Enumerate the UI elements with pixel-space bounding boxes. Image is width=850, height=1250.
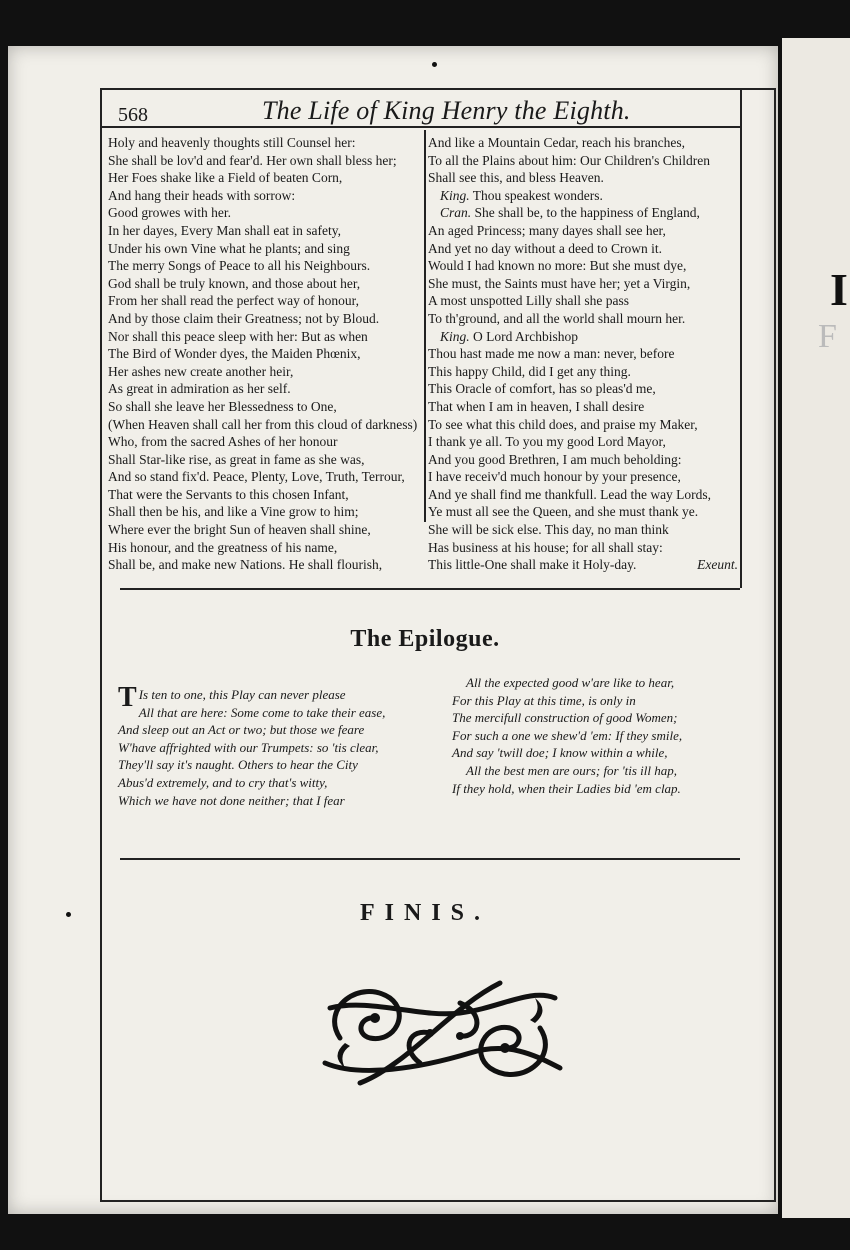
verse-text: To all the Plains about him: Our Children's Children xyxy=(428,152,710,168)
epilogue-title: The Epilogue. xyxy=(350,626,500,652)
verse-text: Shall see this, and bless Heaven. xyxy=(428,170,604,186)
verse-line: From her shall read the perfect way of honour, xyxy=(108,293,359,309)
verse-line xyxy=(428,539,738,557)
epilogue-line: And say 'twill doe; I know within a while, xyxy=(452,745,668,761)
play-text-left-column xyxy=(108,134,420,574)
facing-page-initial: I xyxy=(830,264,848,315)
speaker-name: King. xyxy=(440,328,470,344)
epilogue-left-column xyxy=(118,682,438,809)
verse-text: To th'ground, and all the world shall mourn her. xyxy=(428,310,686,326)
finis-heading: FINIS. xyxy=(359,900,491,926)
verse-text: An aged Princess; many dayes shall see her, xyxy=(428,222,666,238)
verse-line: Good growes with her. xyxy=(108,205,231,221)
verse-line: Shall Star-like rise, as great in fame as she was, xyxy=(108,451,365,467)
flourish-ornament xyxy=(300,968,580,1098)
epilogue-line: The mercifull construction of good Women; xyxy=(452,710,678,726)
page-speck xyxy=(66,912,71,917)
verse-text: She will be sick else. This day, no man think xyxy=(428,522,669,538)
page-speck xyxy=(432,62,437,67)
frame-right-rule xyxy=(740,88,742,588)
verse-line: And hang their heads with sorrow: xyxy=(108,187,296,203)
verse-line: That were the Servants to this chosen Infant, xyxy=(108,486,349,502)
verse-line: And so stand fix'd. Peace, Plenty, Love, Truth, Terrour, xyxy=(108,469,405,485)
column-divider xyxy=(424,130,426,522)
verse-line: So shall she leave her Blessedness to One, xyxy=(108,398,337,414)
verse-line: As great in admiration as her self. xyxy=(108,381,291,397)
running-title: The Life of King Henry the Eighth. xyxy=(262,96,631,125)
verse-line: Where ever the bright Sun of heaven shall shine, xyxy=(108,522,371,538)
verse-line: Shall then be his, and like a Vine grow to him; xyxy=(108,504,359,520)
verse-text: To see what this child does, and praise my Maker, xyxy=(428,416,698,432)
verse-line: (When Heaven shall call her from this cloud of darkness) xyxy=(108,416,418,432)
verse-line xyxy=(428,134,738,152)
verse-line xyxy=(428,152,738,170)
verse-text: This little-One shall make it Holy-day. xyxy=(428,557,637,573)
verse-text: She shall be, to the happiness of England, xyxy=(474,205,700,221)
verse-line xyxy=(428,521,738,539)
epilogue-line: All that are here: Some come to take their ease, xyxy=(138,704,386,720)
section-rule-lower xyxy=(120,858,740,860)
verse-line xyxy=(428,433,738,451)
speaker-name: Cran. xyxy=(440,205,472,221)
verse-line: The merry Songs of Peace to all his Neighbours. xyxy=(108,258,371,274)
verse-line xyxy=(428,556,738,574)
epilogue-line: For this Play at this time, is only in xyxy=(452,692,636,708)
verse-line xyxy=(428,363,738,381)
verse-text: That when I am in heaven, I shall desire xyxy=(428,398,645,414)
epilogue-line: And sleep out an Act or two; but those we feare xyxy=(118,722,365,738)
verse-text: This happy Child, did I get any thing. xyxy=(428,363,631,379)
verse-line xyxy=(428,222,738,240)
verse-line: In her dayes, Every Man shall eat in safety, xyxy=(108,222,342,238)
verse-line xyxy=(428,380,738,398)
verse-text: And you good Brethren, I am much beholding: xyxy=(428,451,682,467)
verse-line: Holy and heavenly thoughts still Counsel her: xyxy=(108,135,356,150)
page-number: 568 xyxy=(118,104,148,126)
verse-text: She must, the Saints must have her; yet a Virgin, xyxy=(428,275,691,291)
verse-line xyxy=(428,328,738,346)
verse-line: Shall be, and make new Nations. He shall flourish, xyxy=(108,557,383,573)
verse-text: Ye must all see the Queen, and she must thank ye. xyxy=(428,504,699,520)
verse-text: And ye shall find me thankfull. Lead the way Lords, xyxy=(428,486,712,502)
verse-line: Her ashes new create another heir, xyxy=(108,363,294,379)
verse-line: Under his own Vine what he plants; and sing xyxy=(108,240,350,256)
verse-text: Would I had known no more: But she must dye, xyxy=(428,258,687,274)
verse-line: She shall be lov'd and fear'd. Her own shall bless her; xyxy=(108,152,397,168)
verse-line xyxy=(428,204,738,222)
facing-page-bleed: F xyxy=(818,318,837,355)
verse-line: The Bird of Wonder dyes, the Maiden Phœnix, xyxy=(108,346,361,362)
verse-line: His honour, and the greatness of his name, xyxy=(108,539,338,555)
verse-line xyxy=(428,468,738,486)
speaker-name: King. xyxy=(440,187,470,203)
verse-text: Thou speakest wonders. xyxy=(472,187,603,203)
epilogue-line: W'have affrighted with our Trumpets: so 'tis clear, xyxy=(118,739,379,755)
epilogue-line: All the expected good w'are like to hear, xyxy=(466,675,675,690)
verse-text: Thou hast made me now a man: never, before xyxy=(428,346,675,362)
verse-line: God shall be truly known, and those about her, xyxy=(108,275,361,291)
epilogue-right-column xyxy=(452,674,752,797)
drop-cap: T xyxy=(118,682,137,713)
verse-text: And like a Mountain Cedar, reach his branches, xyxy=(428,135,686,150)
verse-line xyxy=(428,486,738,504)
epilogue-line: If they hold, when their Ladies bid 'em clap. xyxy=(452,780,681,796)
epilogue-line: Abus'd extremely, and to cry that's witty, xyxy=(118,774,328,790)
play-text-right-column xyxy=(428,134,738,574)
epilogue-line: All the best men are ours; for 'tis ill hap, xyxy=(466,762,678,778)
header-rule xyxy=(100,126,740,128)
verse-line xyxy=(428,240,738,258)
verse-text: And yet no day without a deed to Crown it. xyxy=(428,240,662,256)
verse-line: Her Foes shake like a Field of beaten Corn, xyxy=(108,170,343,186)
verse-text: I thank ye all. To you my good Lord Mayor, xyxy=(428,434,666,450)
verse-line xyxy=(428,169,738,187)
verse-text: Has business at his house; for all shall stay: xyxy=(428,539,663,555)
verse-text: I have receiv'd much honour by your presence, xyxy=(428,469,681,485)
epilogue-line: They'll say it's naught. Others to hear the City xyxy=(118,757,358,773)
verse-line: Nor shall this peace sleep with her: But as when xyxy=(108,328,368,344)
epilogue-line: Which we have not done neither; that I fear xyxy=(118,792,345,808)
verse-line xyxy=(428,257,738,275)
verse-line xyxy=(428,451,738,469)
verse-line xyxy=(428,187,738,205)
epilogue-line: For such a one we shew'd 'em: If they smile, xyxy=(452,727,683,743)
verse-text: A most unspotted Lilly shall she pass xyxy=(428,293,629,309)
verse-text: This Oracle of comfort, has so pleas'd me, xyxy=(428,381,656,397)
verse-line: And by those claim their Greatness; not by Bloud. xyxy=(108,310,380,326)
verse-line: Who, from the sacred Ashes of her honour xyxy=(108,434,338,450)
epilogue-line: Is ten to one, this Play can never please xyxy=(138,687,346,702)
verse-line xyxy=(428,398,738,416)
verse-line xyxy=(428,310,738,328)
section-rule xyxy=(120,588,740,590)
verse-line xyxy=(428,345,738,363)
verse-line xyxy=(428,416,738,434)
stage-direction-exeunt: Exeunt. xyxy=(697,557,738,573)
verse-line xyxy=(428,503,738,521)
verse-text: O Lord Archbishop xyxy=(473,328,579,344)
verse-line xyxy=(428,275,738,293)
verse-line xyxy=(428,292,738,310)
